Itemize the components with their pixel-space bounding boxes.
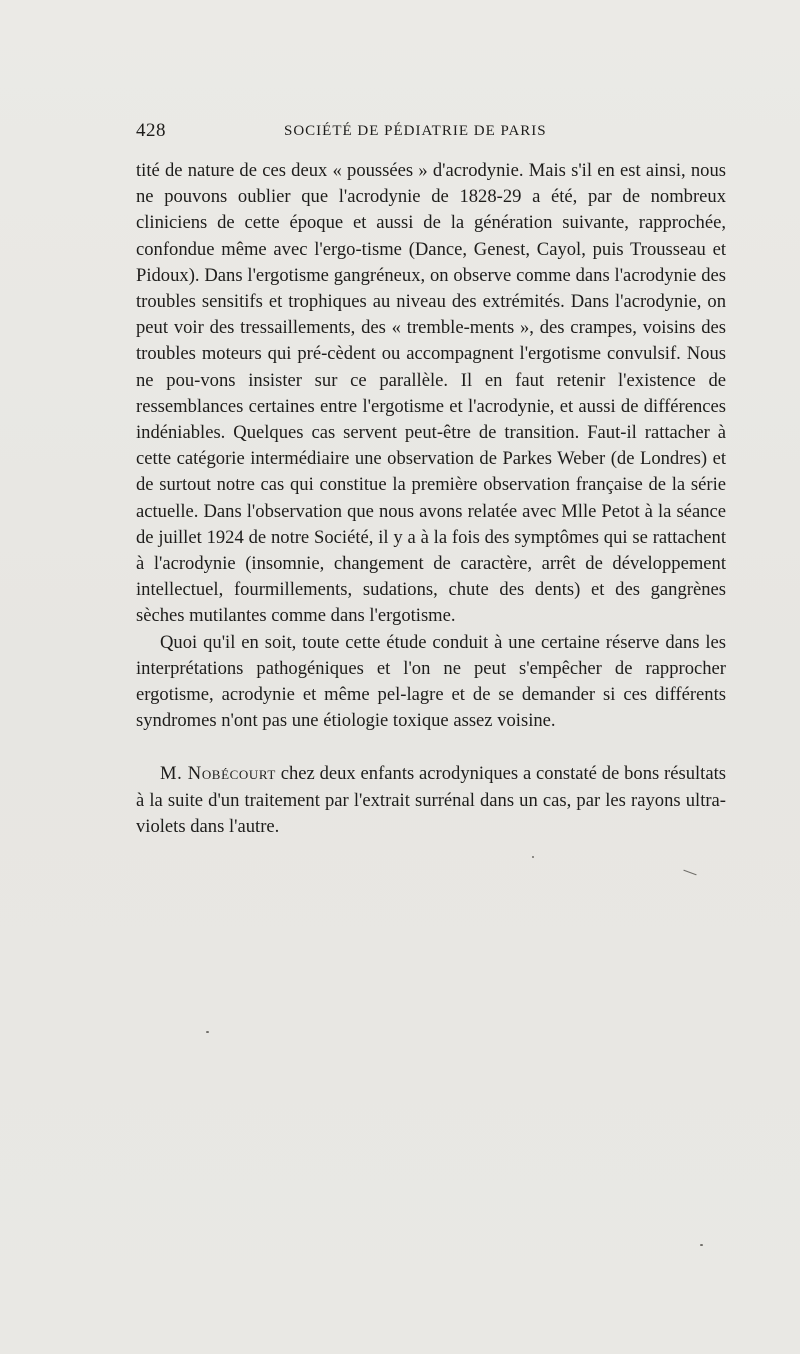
paragraph-ergotism-comparison: tité de nature de ces deux « poussées » d'acrodynie. Mais s'il en est ainsi, nous ne pouvons oublier que l'acrodynie de 1828-29 a été, par de nombreux cliniciens de cette époque et aussi de la génération suivante, rapprochée, confondue même avec l'ergo-tisme (Dance, Genest, Cayol, puis Trousseau et Pidoux). Dans l'ergotisme gangréneux, on observe comme dans l'acrodynie des troubles sensitifs et trophiques au niveau des extrémités. Dans l'acrodynie, on peut voir des tressaillements, des « tremble-ments », des crampes, voisins des troubles moteurs qui pré-cèdent ou accompagnent l'ergotisme convulsif. Nous ne pou-vons insister sur ce parallèle. Il en faut retenir l'existence de ressemblances certaines entre l'ergotisme et l'acrodynie, et aussi de différences indéniables. Quelques cas servent peut-être de transition. Faut-il rattacher à cette catégorie intermédiaire une observation de Parkes Weber (de Londres) et de surtout notre cas qui constitue la première observation française de la série actuelle. Dans l'observation que nous avons relatée avec Mlle Petot à la séance de juillet 1924 de notre Société, il y a à la fois des symptômes qui se rattachent à l'acrodynie (insomnie, changement de caractère, arrêt de développement intellectuel, fourmillements, sudations, chute des dents) et des gangrènes sèches mutilantes comme dans l'ergotisme.: [136, 160, 726, 627]
paragraph-remark: [136, 761, 726, 840]
paper-speck: [683, 870, 696, 876]
body-text: [136, 158, 726, 840]
page-header: [136, 120, 726, 144]
remark-text: chez deux enfants acrodyniques a constaté de bons résultats à la suite d'un traitement par l'extrait surrénal dans un cas, par les rayons ultra-violets dans l'autre.: [136, 763, 726, 837]
paper-speck: [532, 856, 534, 858]
speaker-name: M. Nobécourt: [160, 763, 276, 785]
paragraph-conclusion: Quoi qu'il en soit, toute cette étude conduit à une certaine réserve dans les interprétations pathogéniques et l'on ne peut s'empêcher de rapprocher ergotisme, acrodynie et même pel-lagre et de se demander si ces différents syndromes n'ont pas une étiologie toxique assez voisine.: [136, 631, 726, 732]
page-number: 428: [136, 120, 166, 141]
paper-speck: [206, 1031, 209, 1033]
running-title: SOCIÉTÉ DE PÉDIATRIE DE PARIS: [284, 123, 547, 139]
paper-speck: [700, 1244, 703, 1246]
